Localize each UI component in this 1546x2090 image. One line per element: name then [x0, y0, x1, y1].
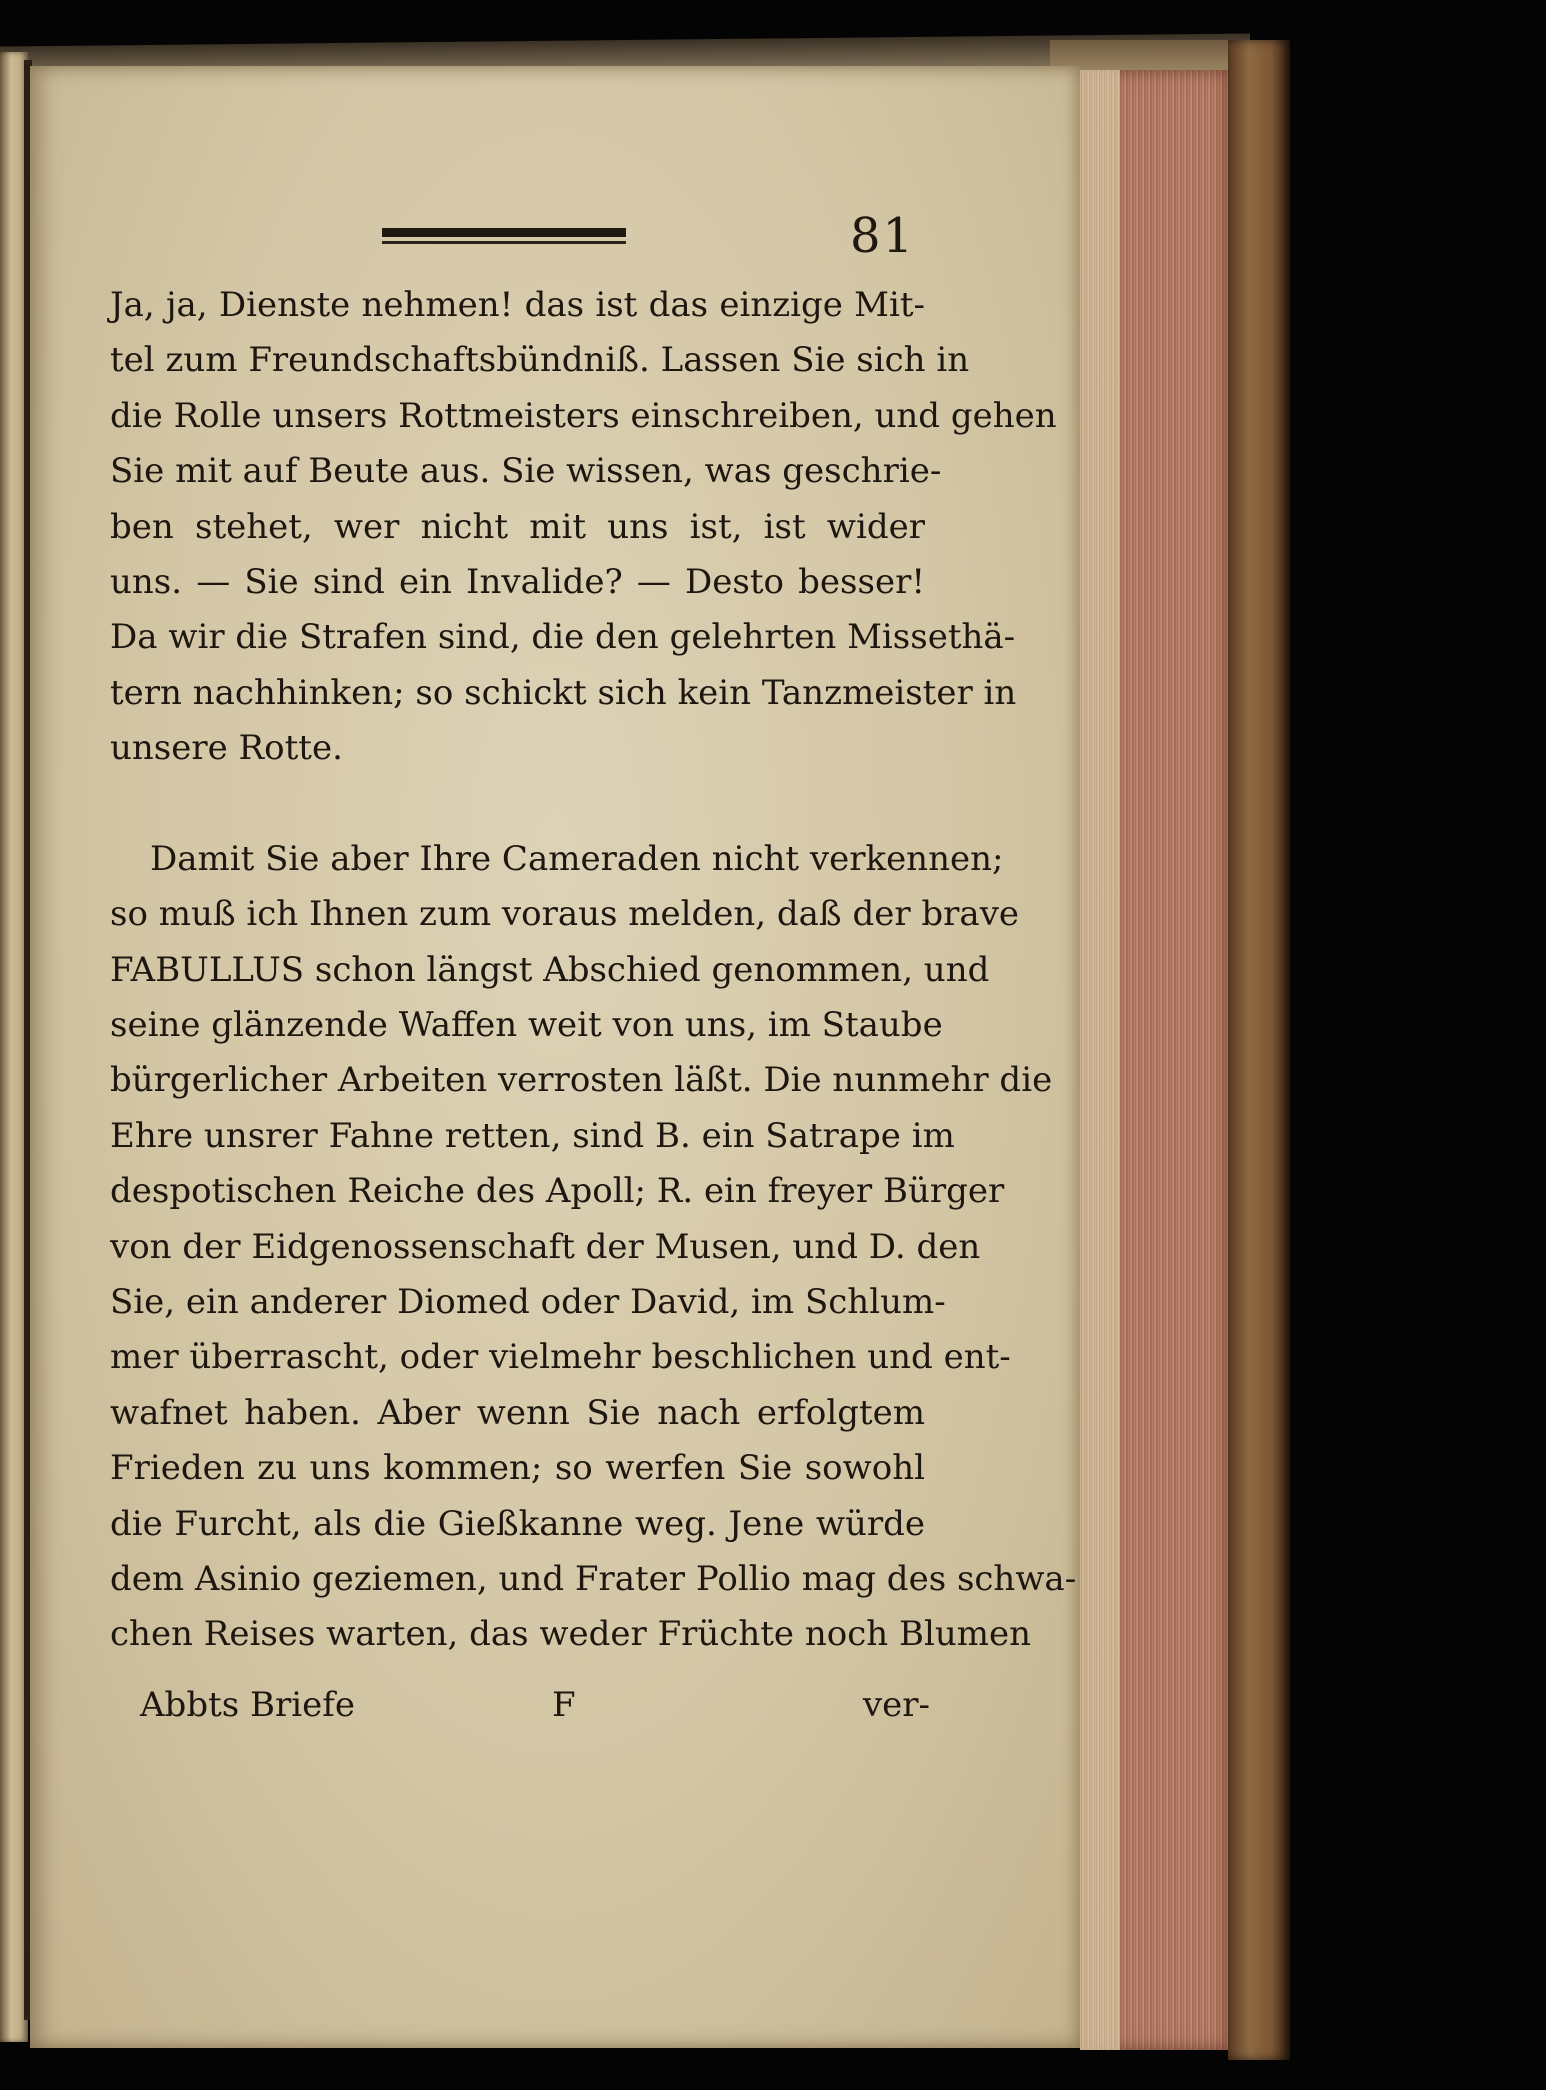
- text-line: so muß ich Ihnen zum voraus melden, daß der brave: [110, 894, 1020, 935]
- text-line: bürgerlicher Arbeiten verrosten läßt. Die nunmehr die: [110, 1060, 1053, 1101]
- text-line: mer überrascht, oder vielmehr beschlichen und ent-: [110, 1337, 1011, 1378]
- page-footer: [140, 1685, 930, 1745]
- page-fore-edge-light: [1080, 70, 1120, 2050]
- text-line: seine glänzende Waffen weit von uns, im Staube: [110, 1005, 943, 1046]
- text-line: die Furcht, als die Gießkanne weg. Jene würde: [110, 1503, 925, 1544]
- text-line: von der Eidgenossenschaft der Musen, und D. den: [110, 1226, 981, 1267]
- book-cover: [1228, 40, 1290, 2060]
- text-line: Frieden zu uns kommen; so werfen Sie sowohl: [110, 1448, 925, 1489]
- text-line: chen Reises warten, das weder Früchte noch Blumen: [110, 1614, 1031, 1655]
- text-line: die Rolle unsers Rottmeisters einschreiben, und gehen: [110, 395, 1057, 436]
- text-line: Ja, ja, Dienste nehmen! das ist das einzige Mit-: [110, 285, 925, 325]
- text-line: Damit Sie aber Ihre Cameraden nicht verkennen;: [150, 838, 1004, 879]
- page-number: 81: [850, 208, 916, 264]
- text-line: wafnet haben. Aber wenn Sie nach erfolgtem: [110, 1392, 925, 1433]
- sheet-signature: F: [552, 1685, 576, 1725]
- text-line: Sie, ein anderer Diomed oder David, im Schlum-: [110, 1282, 946, 1323]
- catchword: ver-: [862, 1685, 930, 1725]
- text-line: despotischen Reiche des Apoll; R. ein freyer Bürger: [110, 1171, 1005, 1212]
- text-line: uns. — Sie sind ein Invalide? — Desto besser!: [110, 561, 925, 602]
- text-line: Sie mit auf Beute aus. Sie wissen, was geschrie-: [110, 451, 942, 492]
- text-line: Da wir die Strafen sind, die den gelehrten Missethä-: [110, 617, 1016, 658]
- text-line: dem Asinio geziemen, und Frater Pollio mag des schwa-: [110, 1558, 1077, 1599]
- text-line: tern nachhinken; so schickt sich kein Tanzmeister in: [110, 672, 1017, 713]
- text-line: FABULLUS schon längst Abschied genommen, und: [110, 949, 990, 990]
- text-line: Ehre unsrer Fahne retten, sind B. ein Satrape im: [110, 1115, 955, 1156]
- text-line: tel zum Freundschaftsbündniß. Lassen Sie sich in: [110, 340, 970, 381]
- header-rule-thick: [382, 228, 626, 237]
- text-line: ben stehet, wer nicht mit uns ist, ist wider: [110, 506, 925, 547]
- paragraph-gap: [110, 777, 925, 832]
- footer-title: Abbts Briefe: [140, 1685, 355, 1725]
- text-line: unsere Rotte.: [110, 728, 343, 769]
- header-rule-thin: [382, 241, 626, 244]
- body-text: [110, 278, 1077, 1663]
